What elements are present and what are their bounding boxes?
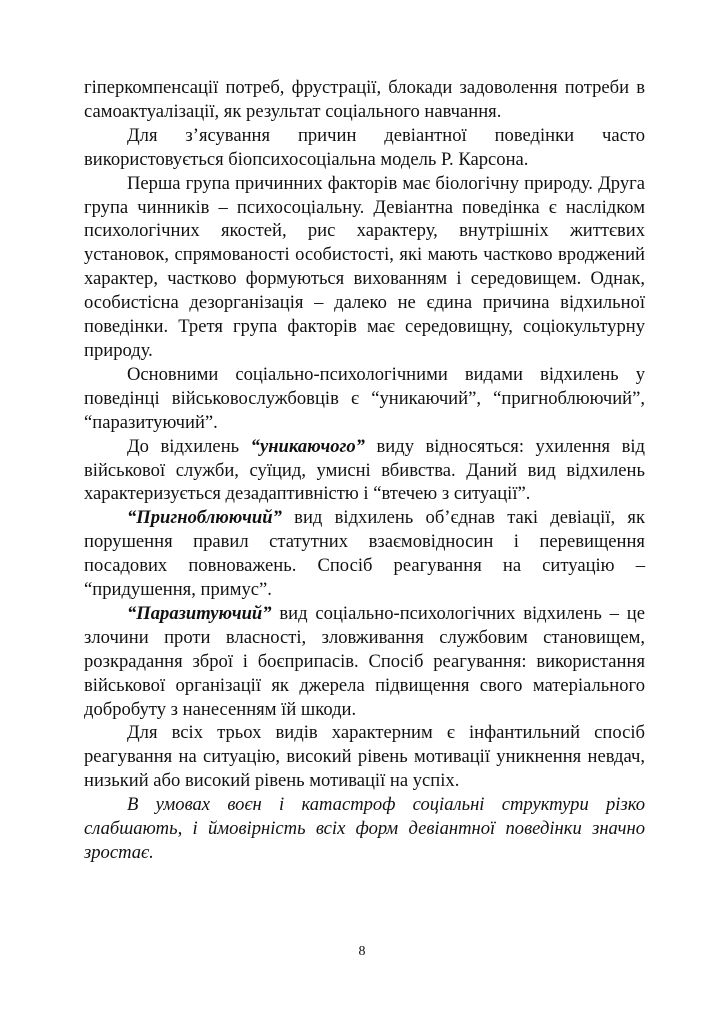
paragraph-carson-model: Для з’ясування причин девіантної поведінки часто використовується біопсихосоціальна модель Р. Карсона. <box>84 124 645 170</box>
paragraph-common-traits: Для всіх трьох видів характерним є інфантильний спосіб реагування на ситуацію, високий рівень мотивації уникнення невдач, низький або високий рівень мотивації на успіх. <box>84 722 645 792</box>
avoiding-term: “уникаючого” <box>250 435 365 457</box>
paragraph-oppressive-type <box>84 506 645 602</box>
paragraph-continuation: гіперкомпенсації потреб, фрустрації, блокади задоволення потреби в самоактуалізації, як результат соціального навчання. <box>84 77 645 122</box>
parasitic-description: вид соціально-психологічних відхилень – це злочини проти власності, зловживання службовим становищем, розкрадання зброї і боєприпасів. Спосіб реагування: використання військової організації як джерела підвищення свого матеріального добробуту з нанесенням їй шкоди. <box>84 602 645 720</box>
oppressive-term: “Пригноблюючий” <box>127 507 282 529</box>
parasitic-term: “Паразитуючий” <box>127 602 272 624</box>
avoiding-lead-text: До відхилень <box>127 435 251 457</box>
paragraph-avoiding-type <box>84 435 645 507</box>
oppressive-description: вид відхилень об’єднав такі девіації, як порушення правил статутних взаємовідносин і перевищення посадових повноважень. Спосіб реагування на ситуацію – “придушення, примус”. <box>84 507 645 601</box>
paragraph-factor-groups: Перша група причинних факторів має біологічну природу. Друга група чинників – психосоціальну. Девіантна поведінка є наслідком психологічних якостей, рис характеру, внутрішніх життєвих установок, спрямованості особистості, які мають частково вроджений характер, частково формуються вихованням і середовищем. Однак, особистісна дезорганізація – далеко не єдина причина відхильної поведінки. Третя група факторів має середовищну, соціокультурну природу. <box>84 172 645 361</box>
paragraph-deviation-types: Основними соціально-психологічними видами відхилень у поведінці військовослужбовців є “уникаючий”, “пригноблюючий”, “паразитуючий”. <box>84 363 645 433</box>
paragraph-war-conclusion: В умовах воєн і катастроф соціальні структури різко слабшають, і ймовірність всіх форм девіантної поведінки значно зростає. <box>84 794 645 863</box>
page-body <box>84 76 645 865</box>
paragraph-parasitic-type <box>84 602 645 722</box>
avoiding-description: виду відносяться: ухилення від військової служби, суїцид, умисні вбивства. Даний вид відхилень характеризується дезадаптивністю і “втечею з ситуації”. <box>84 435 645 505</box>
page-number: 8 <box>358 944 366 959</box>
